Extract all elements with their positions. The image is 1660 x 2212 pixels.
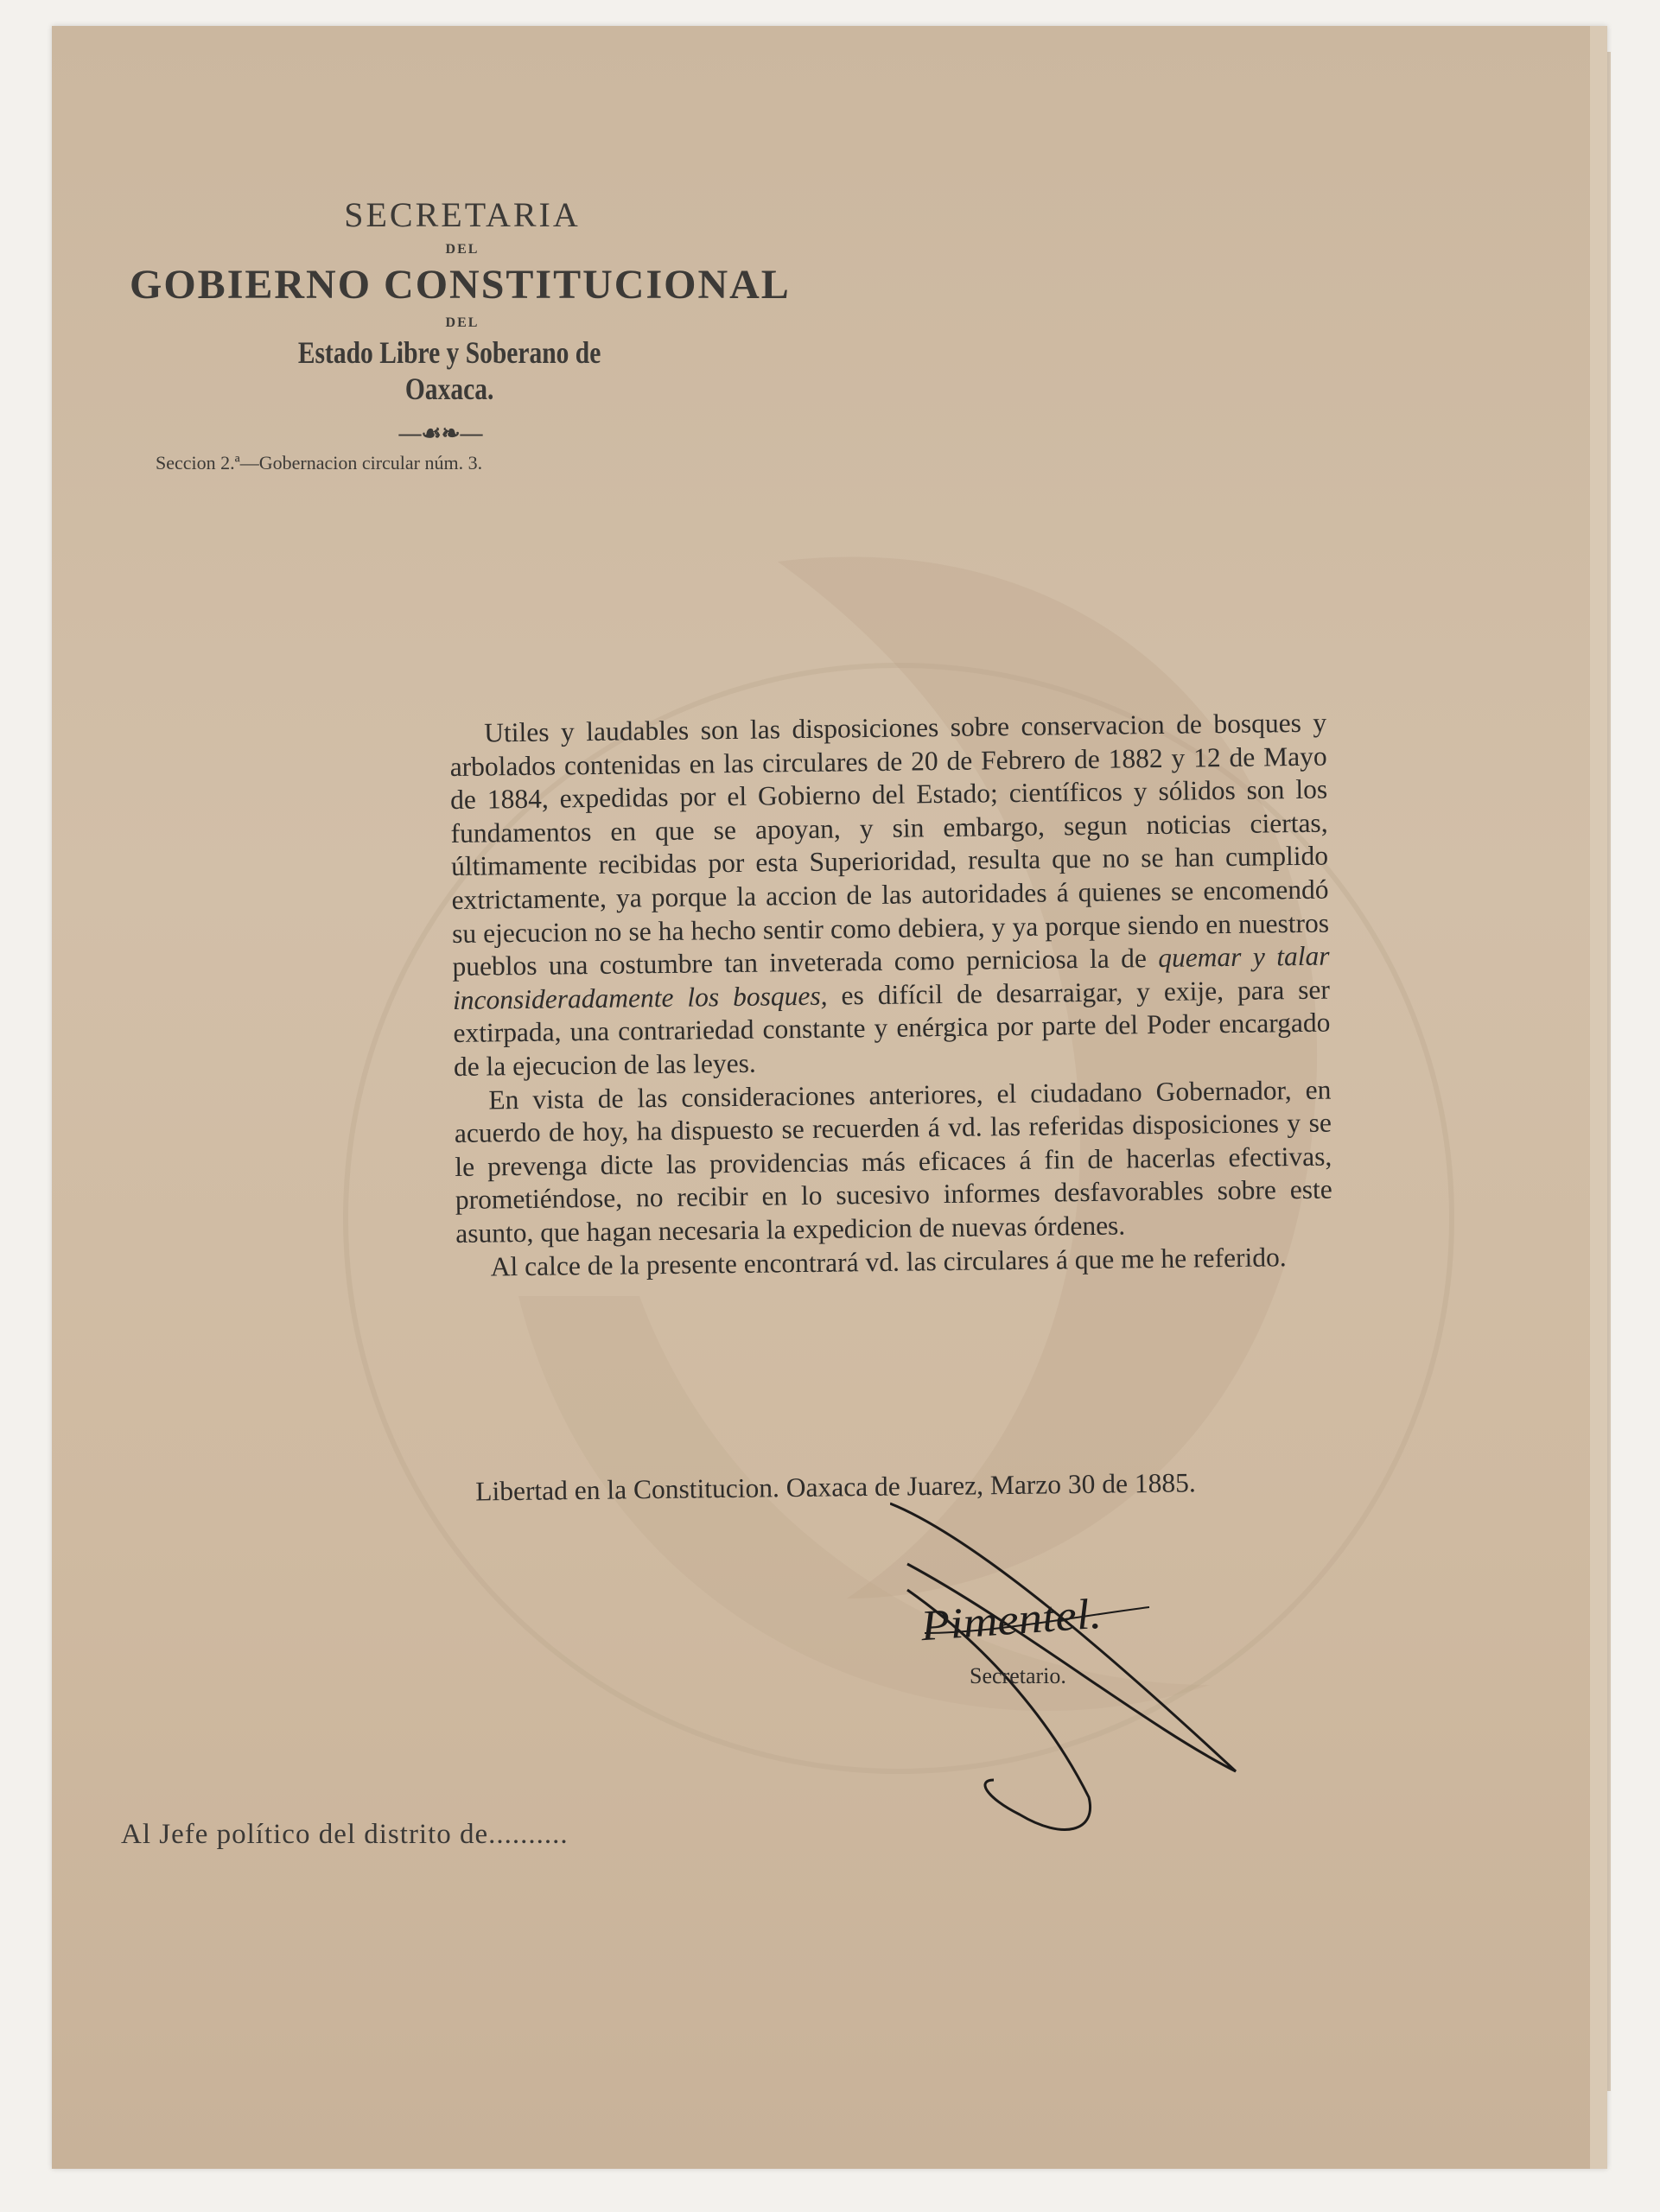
letterhead-secretaria: SECRETARIA <box>344 195 581 234</box>
letterhead-del-1: DEL <box>445 242 480 257</box>
signature-title: Secretario. <box>970 1663 1066 1688</box>
closing-line: Libertad en la Constitucion. Oaxaca de Juarez, Marzo 30 de 1885. <box>475 1467 1196 1507</box>
letterhead-gobierno: GOBIERNO CONSTITUCIONAL <box>130 262 791 308</box>
paragraph-1-italic: quemar y talar inconsideradamente los bosques, <box>452 940 1330 1015</box>
ornament-divider-icon: —☙❧— <box>398 421 483 446</box>
section-reference: Seccion 2.ª—Gobernacion circular núm. 3. <box>156 452 483 474</box>
addressee-line: Al Jefe político del distrito de.......... <box>121 1819 569 1850</box>
signature-name: Pimentel. <box>919 1588 1103 1650</box>
paragraph-1 <box>449 707 1331 1084</box>
letterhead-del-2: DEL <box>445 315 480 330</box>
letterhead <box>130 194 791 474</box>
paragraph-2: En vista de las consideraciones anteriores, el ciudadano Gobernador, en acuerdo de hoy, ha dispuesto se recuerden á vd. las referidas disposiciones y se le prevenga dicte las providencias más eficaces á fin de hacerlas efectivas, prometiéndose, no recibir en lo sucesivo informes desfavorables sobre este asunto, que hagan necesaria la expedicion de nuevas órdenes. <box>454 1074 1332 1249</box>
letterhead-estado: Estado Libre y Soberano de Oaxaca. <box>297 335 601 406</box>
paragraph-3: Al calce de la presente encontrará vd. las circulares á que me he referido. <box>490 1241 1287 1281</box>
paragraph-1-text-b: es difícil de desarraigar, y exije, para ser extirpada, una contrariedad constante y enérgica por parte del Poder encargado de la ejecucion de las leyes. <box>453 974 1331 1082</box>
paragraph-1-text-a: Utiles y laudables son las disposiciones sobre conservacion de bosques y arbolados contenidas en las circulares de 20 de Febrero de 1882 y 12 de Mayo de 1884, expedidas por el Gobierno del Estado; científicos y sólidos son los fundamentos en que se apoyan, y sin embargo, segun noticias ciertas, últimamente recibidas por esta Superioridad, resulta que no se han cumplido extrictamente, ya porque la accion de las autoridades á quienes se encomendó su ejecucion no se ha hecho sentir como debiera, y ya porque siendo en nuestros pueblos una costumbre tan inveterada como perniciosa la de <box>449 707 1330 982</box>
circular-body <box>449 707 1333 1284</box>
signature-flourish-icon <box>890 1486 1253 1849</box>
